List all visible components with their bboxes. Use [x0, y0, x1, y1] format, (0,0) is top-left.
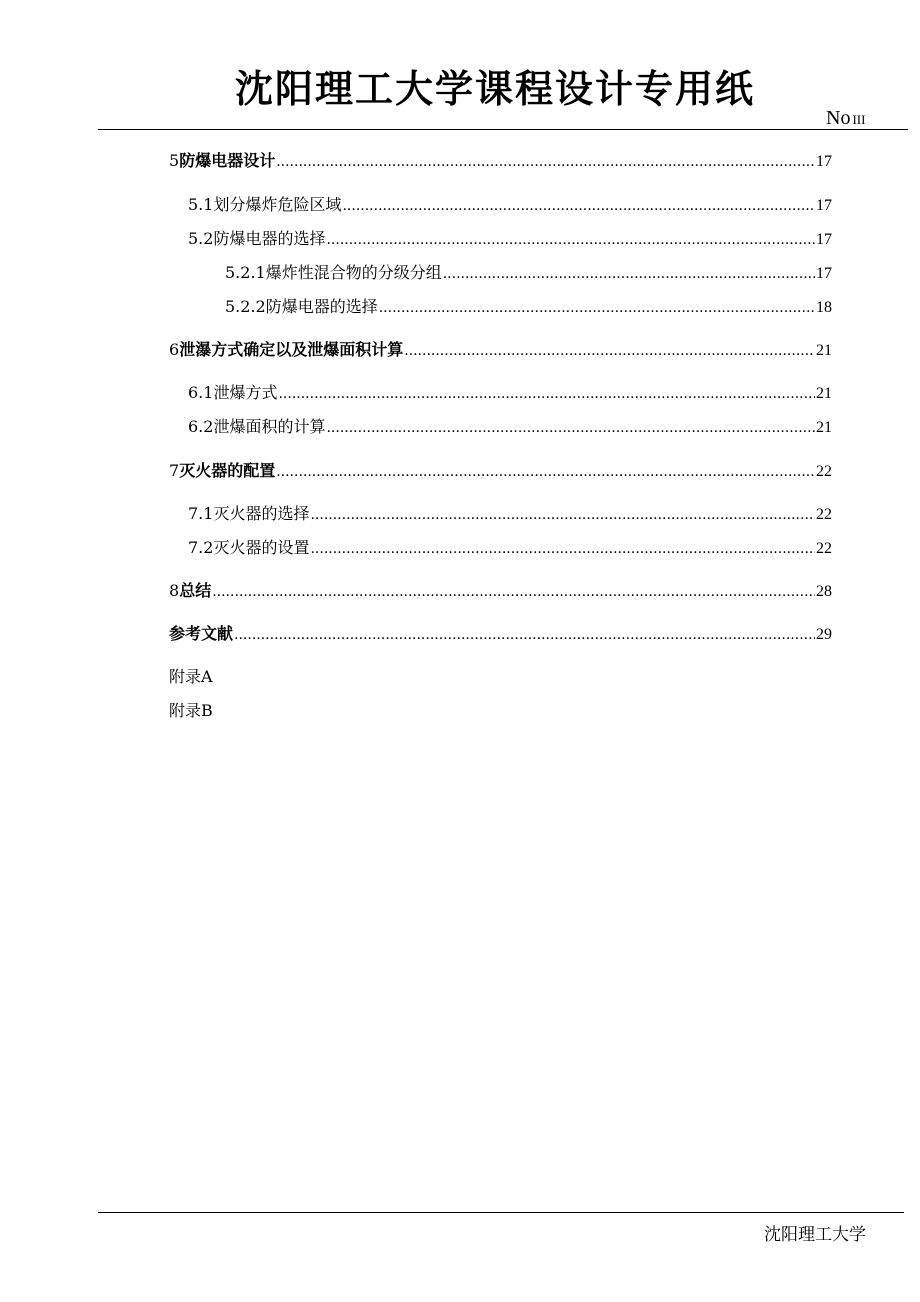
page-header-title: 沈阳理工大学课程设计专用纸 — [234, 67, 755, 111]
toc-entry-title: 参考文献 — [169, 624, 234, 643]
toc-entry-appendix-b[interactable] — [169, 698, 369, 724]
toc-entry-page: 22 — [816, 540, 832, 557]
toc-entry-6-1[interactable] — [188, 380, 832, 406]
toc-dot-leader — [212, 579, 815, 605]
toc-entry-number: 5.2.1 — [225, 263, 266, 282]
toc-entry-5-2-1[interactable] — [225, 260, 832, 286]
footer-university-name: 沈阳理工大学 — [764, 1225, 866, 1245]
toc-entry-5-2[interactable] — [188, 226, 832, 252]
toc-dot-leader — [342, 193, 815, 219]
toc-entry-title: 防爆电器设计 — [179, 151, 276, 170]
toc-dot-leader — [310, 502, 815, 528]
toc-entry-title: 灭火器的配置 — [179, 461, 276, 480]
toc-entry-page: 22 — [816, 506, 832, 523]
toc-entry-title: 灭火器的选择 — [213, 504, 310, 523]
toc-entry-references[interactable] — [169, 621, 832, 647]
toc-entry-number: 5.2 — [188, 229, 214, 248]
toc-entry-page: 17 — [816, 197, 832, 214]
toc-entry-title: 附录B — [169, 701, 213, 720]
toc-entry-page: 17 — [816, 153, 832, 170]
toc-dot-leader — [234, 622, 815, 648]
toc-entry-number: 7 — [169, 461, 180, 480]
toc-entry-page: 29 — [816, 626, 832, 643]
toc-entry-page: 22 — [816, 463, 832, 480]
toc-dot-leader — [326, 227, 815, 253]
footer-rule — [98, 1212, 904, 1213]
toc-entry-7[interactable] — [169, 458, 832, 484]
toc-entry-page: 17 — [816, 231, 832, 248]
toc-entry-page: 28 — [816, 583, 832, 600]
toc-entry-title: 划分爆炸危险区域 — [213, 195, 342, 214]
toc-entry-title: 防爆电器的选择 — [265, 297, 378, 316]
toc-entry-number: 6.2 — [188, 417, 214, 436]
toc-entry-5-1[interactable] — [188, 192, 832, 218]
toc-entry-title: 附录A — [169, 667, 213, 686]
toc-entry-page: 21 — [816, 419, 832, 436]
header-rule — [98, 129, 908, 130]
toc-entry-6[interactable] — [169, 337, 832, 363]
page-number-roman: III — [852, 112, 866, 127]
toc-entry-number: 6 — [169, 340, 180, 359]
toc-dot-leader — [443, 261, 815, 287]
toc-entry-6-2[interactable] — [188, 414, 832, 440]
toc-entry-title: 泄瀑方式确定以及泄爆面积计算 — [179, 340, 404, 359]
toc-entry-number: 8 — [169, 581, 180, 600]
toc-entry-title: 灭火器的设置 — [213, 538, 310, 557]
toc-entry-page: 21 — [816, 342, 832, 359]
toc-entry-8[interactable] — [169, 578, 832, 604]
toc-entry-page: 21 — [816, 385, 832, 402]
toc-dot-leader — [278, 381, 815, 407]
toc-entry-number: 5.2.2 — [225, 297, 266, 316]
toc-entry-number: 5.1 — [188, 195, 214, 214]
toc-dot-leader — [276, 459, 815, 485]
toc-entry-page: 18 — [816, 299, 832, 316]
toc-entry-number: 7.2 — [188, 538, 214, 557]
toc-entry-appendix-a[interactable] — [169, 664, 369, 690]
toc-entry-number: 7.1 — [188, 504, 214, 523]
toc-entry-5[interactable] — [169, 148, 832, 174]
toc-entry-7-2[interactable] — [188, 535, 832, 561]
toc-entry-number: 6.1 — [188, 383, 214, 402]
toc-dot-leader — [310, 536, 815, 562]
toc-entry-5-2-2[interactable] — [225, 294, 832, 320]
toc-dot-leader — [276, 149, 815, 175]
toc-entry-title: 防爆电器的选择 — [213, 229, 326, 248]
toc-entry-title: 爆炸性混合物的分级分组 — [265, 263, 442, 282]
toc-dot-leader — [404, 338, 815, 364]
toc-dot-leader — [326, 415, 815, 441]
toc-entry-title: 泄爆面积的计算 — [213, 417, 326, 436]
page-number-prefix: No — [826, 107, 851, 129]
toc-dot-leader — [379, 295, 815, 321]
toc-entry-title: 泄爆方式 — [213, 383, 278, 402]
toc-entry-7-1[interactable] — [188, 501, 832, 527]
toc-entry-number: 5 — [169, 151, 180, 170]
toc-entry-title: 总结 — [179, 581, 212, 600]
toc-entry-page: 17 — [816, 265, 832, 282]
